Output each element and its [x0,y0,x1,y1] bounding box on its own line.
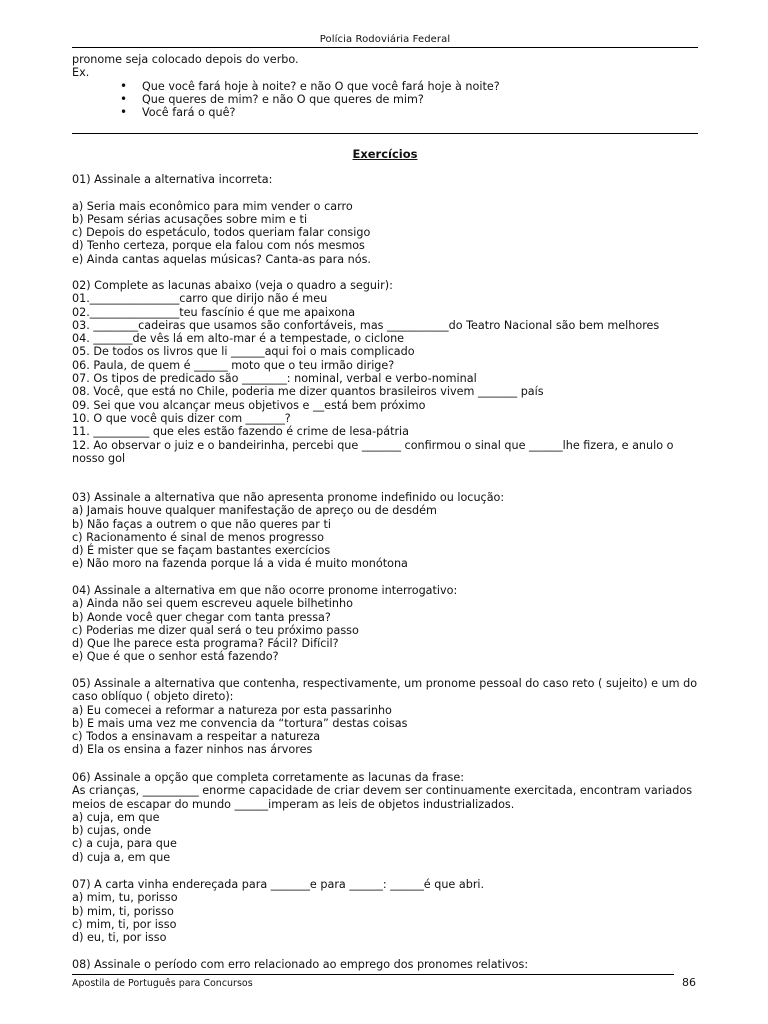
exercise-item: 06. Paula, de quem é ______ moto que o teu irmão dirige? [72,358,395,372]
footer-rule [72,974,674,975]
example-item: • Que queres de mim? e não O que queres de mim? [142,93,698,106]
exercise-option: a) Eu comecei a reformar a natureza por esta passarinho [72,703,392,717]
exercise-option: d) eu, ti, por isso [72,931,167,945]
exercise-prompt: 04) Assinale a alternativa em que não ocorre pronome interrogativo: [72,584,458,597]
exercise-item: 12. Ao observar o juiz e o bandeirinha, percebi que _______ confirmou o sinal que ______lhe fizera, e anulo o nosso gol [72,438,674,465]
example-list [72,80,698,120]
exercise-05 [72,677,698,757]
exercise-option: b) Não faças a outrem o que não queres par ti [72,517,331,531]
example-item: • Que você fará hoje à noite? e não O que você fará hoje à noite? [142,80,698,93]
exercise-prompt: 03) Assinale a alternativa que não apresenta pronome indefinido ou locução: [72,491,505,504]
exercise-01 [72,173,698,266]
exercise-prompt: 08) Assinale o período com erro relacionado ao emprego dos pronomes relativos: [72,958,529,971]
exercise-option: a) mim, tu, porisso [72,891,178,905]
exercise-04 [72,584,698,664]
exercise-item: 11. __________ que eles estão fazendo é crime de lesa-pátria [72,425,410,439]
page-header-title: Polícia Rodoviária Federal [319,34,451,45]
exercise-prompt: 06) Assinale a opção que completa corretamente as lacunas da frase: [72,771,464,784]
exercise-item: 09. Sei que vou alcançar meus objetivos e __está bem próximo [72,398,426,412]
exercise-option: c) Racionamento é sinal de menos progresso [72,530,324,544]
intro-block [72,53,698,119]
exercise-option: c) Poderias me dizer qual será o teu próximo passo [72,623,359,637]
exercise-option: e) Que é que o senhor está fazendo? [72,650,279,664]
section-rule [72,133,698,134]
header-rule [72,47,698,48]
exercise-option: c) Todos a ensinavam a respeitar a natureza [72,730,321,744]
exercise-option: c) mim, ti, por isso [72,917,177,931]
exercise-option: b) E mais uma vez me convencia da “tortura” destas coisas [72,716,408,730]
exercise-06 [72,771,698,864]
exercise-option: d) Tenho certeza, porque ela falou com nós mesmos [72,239,365,253]
exercise-item: 05. De todos os livros que li ______aqui foi o mais complicado [72,345,415,359]
footer-title: Apostila de Português para Concursos [72,978,253,989]
exercise-02 [72,279,698,465]
section-title: Exercícios [352,147,418,161]
exercise-prompt: 07) A carta vinha endereçada para _______e para ______: ______é que abri. [72,878,485,891]
document-page [72,0,698,1024]
exercise-option: c) Depois do espetáculo, todos queriam falar consigo [72,226,371,240]
exercise-option: b) Pesam sérias acusações sobre mim e ti [72,212,308,226]
example-item: • Você fará o quê? [142,106,698,119]
exercise-option: c) a cuja, para que [72,837,177,851]
exercise-option: a) Ainda não sei quem escreveu aquele bilhetinho [72,597,353,611]
exercise-item: 08. Você, que está no Chile, poderia me dizer quantos brasileiros vivem _______ país [72,385,544,399]
exercise-option: a) Seria mais econômico para mim vender o carro [72,199,353,213]
exercise-option: a) cuja, em que [72,810,160,824]
exercise-08 [72,958,698,971]
exercise-option: d) cuja a, em que [72,850,171,864]
exercise-option: d) Que lhe parece esta programa? Fácil? Difícil? [72,637,339,651]
exercise-prompt: 01) Assinale a alternativa incorreta: [72,173,273,186]
page-number: 86 [682,976,696,989]
exercise-option: e) Não moro na fazenda porque lá a vida é muito monótona [72,557,408,571]
exercise-option: d) Ela os ensina a fazer ninhos nas árvores [72,743,313,757]
exercise-sentence: As crianças, __________ enorme capacidade de criar devem ser continuamente exercitada, encontram variados meios de escapar do mundo ______imperam as leis de objetos industrializados. [72,784,693,811]
exercise-item: 10. O que você quis dizer com _______? [72,411,291,425]
exercise-option: d) É mister que se façam bastantes exercícios [72,544,331,558]
exercise-item: 02.________________teu fascínio é que me apaixona [72,305,356,319]
exercise-item: 04. _______de vês lá em alto-mar é a tempestade, o ciclone [72,332,405,346]
intro-line: Ex. [72,66,90,80]
exercise-07 [72,878,698,944]
exercise-option: b) cujas, onde [72,824,152,838]
exercise-prompt: 02) Complete as lacunas abaixo (veja o quadro a seguir): [72,279,393,292]
exercise-option: b) Aonde você quer chegar com tanta pressa? [72,610,331,624]
exercise-item: 01.________________carro que dirijo não é meu [72,292,328,306]
exercise-03 [72,491,698,571]
exercise-prompt: 05) Assinale a alternativa que contenha, respectivamente, um pronome pessoal do caso reto ( sujeito) e um do caso oblíquo ( objeto direto): [72,677,698,704]
exercise-option: a) Jamais houve qualquer manifestação de apreço ou de desdém [72,504,437,518]
exercise-item: 07. Os tipos de predicado são ________: nominal, verbal e verbo-nominal [72,372,477,386]
exercise-item: 03. ________cadeiras que usamos são confortáveis, mas ___________do Teatro Nacional são bem melhores [72,318,660,332]
exercise-option: e) Ainda cantas aquelas músicas? Canta-as para nós. [72,252,371,266]
exercise-option: b) mim, ti, porisso [72,904,174,918]
intro-line: pronome seja colocado depois do verbo. [72,53,299,66]
